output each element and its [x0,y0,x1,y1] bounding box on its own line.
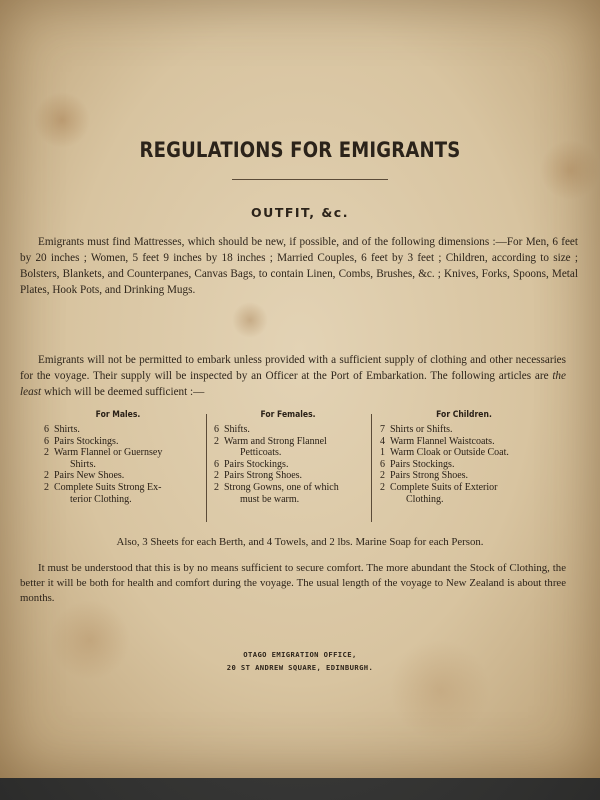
item-quantity: 6 [44,435,49,447]
list-item [210,470,366,482]
item-text: Warm Flannel or Guernsey [54,447,163,459]
item-quantity: 1 [380,447,385,459]
list-item [40,470,196,482]
list-item [210,424,366,436]
item-quantity: 2 [380,481,385,493]
extras-line: Also, 3 Sheets for each Berth, and 4 Towels, and 2 lbs. Marine Soap for each Person. [116,536,484,548]
list-item [40,447,196,470]
children-heading: For Children. [436,410,492,420]
item-text-continued: Clothing. [406,493,444,505]
item-text-continued: Shirts. [70,458,96,470]
item-quantity: 2 [44,470,49,482]
children-list [376,424,552,505]
office-street: 20 ST ANDREW SQUARE, EDINBURGH. [226,663,374,672]
item-text-continued: must be warm. [240,493,300,505]
item-text: Pairs Strong Shoes. [390,470,469,482]
section-subtitle: OUTFIT, &c. [251,205,349,220]
females-list [210,424,366,505]
clothing-paragraph-end: which will be deemed sufficient :— [41,386,205,398]
females-column [210,410,366,528]
page-title: REGULATIONS FOR EMIGRANTS [139,138,461,162]
list-item [210,436,366,459]
item-quantity: 6 [380,458,385,470]
item-quantity: 2 [380,470,385,482]
list-item [376,436,552,448]
clothing-paragraph-text: Emigrants will not be permitted to embark unless provided with a sufficient supply of clothing and other necessaries for the voyage. Their supply will be inspected by an Officer at the Port of Embarkation. The following articles are [20,354,566,382]
outfit-columns [40,410,552,528]
item-quantity: 2 [44,481,49,493]
item-text: Complete Suits Strong Ex- [54,481,162,493]
office-name: OTAGO EMIGRATION OFFICE, [243,650,357,659]
list-item [40,436,196,448]
item-text-continued: Petticoats. [240,447,282,459]
voyage-paragraph: It must be understood that this is by no means sufficient to secure comfort. The more abundant the Stock of Clothing, the better it will be both for health and comfort during the voyage. The usual length of the voyage to New Zealand is about three months. [20,562,566,604]
item-text: Complete Suits of Exterior [390,481,498,493]
item-text: Strong Gowns, one of which [224,481,339,493]
list-item [40,482,196,505]
list-item [376,447,552,459]
office-address [0,648,600,674]
children-column [376,410,552,528]
item-quantity: 2 [44,447,49,459]
item-text: Pairs Strong Shoes. [224,470,303,482]
males-column [40,410,196,528]
item-text: Warm Flannel Waistcoats. [390,435,495,447]
item-text: Shirts. [54,424,80,435]
clothing-paragraph [20,352,566,400]
item-quantity: 6 [44,424,49,435]
item-quantity: 2 [214,435,219,447]
males-list [40,424,196,505]
item-text: Pairs Stockings. [54,435,119,447]
item-quantity: 4 [380,435,385,447]
list-item [210,459,366,471]
list-item [210,482,366,505]
item-text: Pairs Stockings. [224,458,289,470]
males-heading: For Males. [95,410,141,420]
item-quantity: 7 [380,424,385,435]
list-item [376,424,552,436]
mattresses-paragraph: Emigrants must find Mattresses, which should be new, if possible, and of the following dimensions :—For Men, 6 feet by 20 inches ; Women, 5 feet 9 inches by 18 inches ; Married Couples, 6 feet by 3 feet ; Children, according to size ; Bolsters, Blankets, and Counterpanes, Canvas Bags, to contain Linen, Combs, Brushes, &c. ; Knives, Forks, Spoons, Metal Plates, Hook Pots, and Drinking Mugs. [20,236,578,296]
item-quantity: 6 [214,424,219,435]
list-item [376,459,552,471]
item-quantity: 6 [214,458,219,470]
list-item [376,470,552,482]
item-text: Warm and Strong Flannel [224,435,327,447]
item-text: Pairs New Shoes. [54,470,125,482]
clothing-paragraph-emphasis: the least [20,370,566,398]
item-text-continued: terior Clothing. [70,493,132,505]
column-divider [206,414,207,522]
item-text: Shifts. [224,424,250,435]
females-heading: For Females. [260,410,316,420]
item-quantity: 2 [214,470,219,482]
item-quantity: 2 [214,481,219,493]
item-text: Warm Cloak or Outside Coat. [390,447,509,459]
item-text: Pairs Stockings. [390,458,455,470]
list-item [376,482,552,505]
item-text: Shirts or Shifts. [390,424,453,435]
list-item [40,424,196,436]
column-divider [371,414,372,522]
title-rule [232,179,388,180]
